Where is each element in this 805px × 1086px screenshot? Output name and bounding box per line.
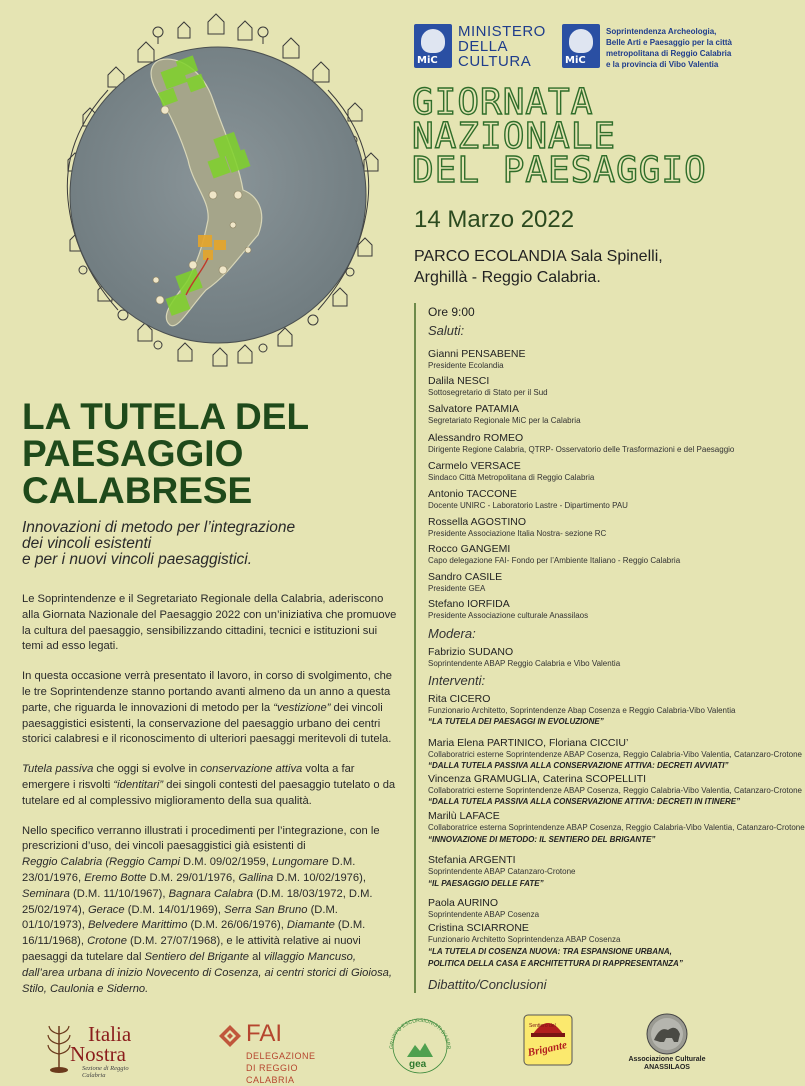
svg-text:Sentiero del: Sentiero del: [529, 1023, 556, 1029]
program-time: Ore 9:00: [428, 305, 475, 319]
speaker-role: Segretariato Regionale MiC per la Calabria: [428, 416, 581, 425]
speaker-name: Paola AURINO: [428, 897, 499, 909]
speaker-role: Presidente Associazione Italia Nostra- sezione RC: [428, 529, 607, 538]
speaker-role: Capo delegazione FAI- Fondo per l’Ambiente Italiano - Reggio Calabria: [428, 556, 681, 565]
program-divider: [414, 303, 416, 993]
footer-logos: [0, 1008, 763, 1085]
talk-title: “DALLA TUTELA PASSIVA ALLA CONSERVAZIONE ATTIVA: DECRETI IN ITINERE”: [428, 797, 741, 806]
speaker-name: Marilù LAFACE: [428, 810, 500, 822]
talk-title: “DALLA TUTELA PASSIVA ALLA CONSERVAZIONE ATTIVA: DECRETI AVVIATI”: [428, 761, 729, 770]
paragraph-3: Tutela passiva che oggi si evolve in conservazione attiva volta a far emergere i risvolti “identitari” dei singoli contesti del paesaggio tutelato o da tutelare ed al complessivo miglioramento della sua qualità.: [22, 763, 396, 807]
speaker-name: Maria Elena PARTINICO, Floriana CICCIU’: [428, 737, 629, 749]
speaker-role: Dirigente Regione Calabria, QTRP- Osservatorio delle Trasformazioni e del Paesaggio: [428, 445, 735, 454]
speaker-name: Rossella AGOSTINO: [428, 516, 527, 528]
fai-emblem-icon: [218, 1024, 242, 1048]
speaker-name: Rocco GANGEMI: [428, 543, 511, 555]
subtitle: Innovazioni di metodo per l’integrazione dei vincoli esistenti e per i nuovi vincoli paesaggistici.: [22, 519, 296, 568]
paragraph-4: Nello specifico verranno illustrati i procedimenti per l’integrazione, con le prescrizioni d’uso, dei vincoli paesaggistici già esistenti di Reggio Calabria (Reggio Campi D.M. 09/02/1959, Lungomare D.M. 23/01/1976, Eremo Botte D.M. 29/01/1976, Gallina D.M. 10/02/1976), Seminara (D.M. 11/10/1967), Bagnara Calabra (D.M. 18/03/1972, D.M. 25/02/1974), Gerace (D.M. 14/01/1969), Serra San Bruno (D.M. 01/10/1973), Belvedere Marittimo (D.M. 26/06/1976), Diamante (D.M. 16/11/1968), Crotone (D.M. 27/07/1968), e le attività relative ai nuovi paesaggi da tutelare dal Sentiero del Brigante al villaggio Mancuso, dall’area urbana di inizio Novecento di Cosenza, ai centri storici di Gioiosa, Stilo, Caulonia e Siderno.: [22, 824, 393, 995]
talk-title: “LA TUTELA DI COSENZA NUOVA: TRA ESPANSIONE URBANA,: [428, 947, 672, 956]
speaker-name: Cristina SCIARRONE: [428, 922, 529, 934]
paragraph-2: In questa occasione verrà presentato il lavoro, in corso di svolgimento, che le tre Soprintendenze stanno portando avanti almeno da un anno a questa parte, che riguarda le innovazioni di metodo per la “vestizione” dei vincoli paesaggistici esistenti, la conservazione del paesaggio urbano dei centri storici calabresi e il riconoscimento di ulteriori paesaggi meritevoli di tutela.: [22, 670, 393, 746]
speaker-role: Soprintendente ABAP Catanzaro-Crotone: [428, 867, 576, 876]
speaker-name: Carmelo VERSACE: [428, 460, 521, 472]
main-title: LA TUTELA DEL PAESAGGIO CALABRESE: [22, 396, 310, 511]
speaker-name: Alessandro ROMEO: [428, 432, 524, 444]
talk-title: “LA TUTELA DEI PAESAGGI IN EVOLUZIONE”: [428, 717, 604, 726]
speaker-name: Gianni PENSABENE: [428, 348, 526, 360]
svg-text:Brigante: Brigante: [526, 1039, 569, 1060]
speaker-role: Collaboratrice esterna Soprintendenze ABAP Cosenza, Reggio Calabria-Vibo Valentia, Catanzaro-Crotone: [428, 823, 805, 832]
ministero-cultura-logo: [414, 24, 564, 74]
event-title: GIORNATA NAZIONALE DEL PAESAGGIO: [412, 82, 707, 191]
speaker-role: Funzionario Architetto, Soprintendenze Abap Cosenza e Reggio Calabria-Vibo Valentia: [428, 706, 736, 715]
event-place: PARCO ECOLANDIA Sala Spinelli, Arghillà - Reggio Calabria.: [414, 248, 663, 286]
speaker-name: Rita CICERO: [428, 693, 491, 705]
speaker-role: Docente UNIRC - Laboratorio Lastre - Dipartimento PAU: [428, 501, 628, 510]
soprintendenza-logo: [562, 24, 762, 74]
mic-emblem-icon: MiC: [414, 24, 452, 68]
svg-text:gea: gea: [409, 1059, 427, 1070]
speaker-name: Antonio TACCONE: [428, 488, 517, 500]
speaker-role: Collaboratrici esterne Soprintendenze ABAP Cosenza, Reggio Calabria-Vibo Valentia, Catanzaro-Crotone: [428, 786, 802, 795]
gea-logo: [385, 1013, 455, 1075]
mic-emblem-icon: MiC: [562, 24, 600, 68]
speaker-name: Fabrizio SUDANO: [428, 646, 514, 658]
speaker-role: Funzionario Architetto Soprintendenza ABAP Cosenza: [428, 935, 621, 944]
speaker-role: Presidente GEA: [428, 584, 486, 593]
speaker-role: Soprintendente ABAP Cosenza: [428, 910, 540, 919]
speaker-role: Presidente Associazione culturale Anassilaos: [428, 611, 589, 620]
speaker-name: Stefano IORFIDA: [428, 598, 510, 610]
sentiero-brigante-logo: [523, 1014, 573, 1066]
speaker-role: Sottosegretario di Stato per il Sud: [428, 388, 548, 397]
ministero-text: MINISTERO DELLA CULTURA: [458, 23, 546, 70]
section-modera: Modera:: [428, 626, 476, 641]
fai-logo: FAI DELEGAZIONE DI REGGIO CALABRIA: [216, 1020, 346, 1075]
anassilaos-logo: Associazione Culturale ANASSILAOS: [612, 1012, 722, 1078]
speaker-role: Soprintendente ABAP Reggio Calabria e Vibo Valentia: [428, 659, 621, 668]
speaker-name: Dalila NESCI: [428, 375, 490, 387]
paragraph-1: Le Soprintendenze e il Segretariato Regionale della Calabria, aderiscono alla Giornata Nazionale del Paesaggio 2022 con un’iniziativa che promuove la cultura del paesaggio, sensibilizzando cittadini, tecnici e istituzioni sui temi ad esso legati.: [22, 593, 397, 653]
speaker-role: Presidente Ecolandia: [428, 361, 504, 370]
calabria-map-illustration: [28, 10, 408, 372]
speaker-name: Stefania ARGENTI: [428, 854, 516, 866]
section-closing: Dibattito/Conclusioni: [428, 977, 547, 992]
svg-text:GRUPPO ESCURSIONISTI D'ASPROMO: GRUPPO ESCURSIONISTI D'ASPR: [388, 1017, 452, 1050]
section-saluti: Saluti:: [428, 323, 465, 338]
talk-title: “IL PAESAGGIO DELLE FATE”: [428, 879, 544, 888]
event-date: 14 Marzo 2022: [414, 206, 575, 233]
speaker-role: Collaboratrici esterne Soprintendenze ABAP Cosenza, Reggio Calabria-Vibo Valentia, Catanzaro-Crotone: [428, 750, 802, 759]
italia-nostra-logo: Italia Nostra Sezione di Reggio Calabria: [40, 1020, 145, 1075]
speaker-name: Salvatore PATAMIA: [428, 403, 520, 415]
speaker-name: Vincenza GRAMUGLIA, Caterina SCOPELLITI: [428, 773, 647, 785]
speaker-role: Sindaco Città Metropolitana di Reggio Calabria: [428, 473, 595, 482]
speaker-name: Sandro CASILE: [428, 571, 503, 583]
talk-title: “INNOVAZIONE DI METODO: IL SENTIERO DEL BRIGANTE”: [428, 835, 656, 844]
section-interventi: Interventi:: [428, 673, 486, 688]
talk-title: POLITICA DELLA CASA E ARCHITETTURA DI RAPPRESENTANZA”: [428, 959, 683, 968]
body-text: [22, 592, 400, 1011]
soprintendenza-text: Soprintendenza Archeologia, Belle Arti e Paesaggio per la città metropolitana di Reggio Calabria e la provincia di Vibo Valentia: [606, 27, 732, 69]
